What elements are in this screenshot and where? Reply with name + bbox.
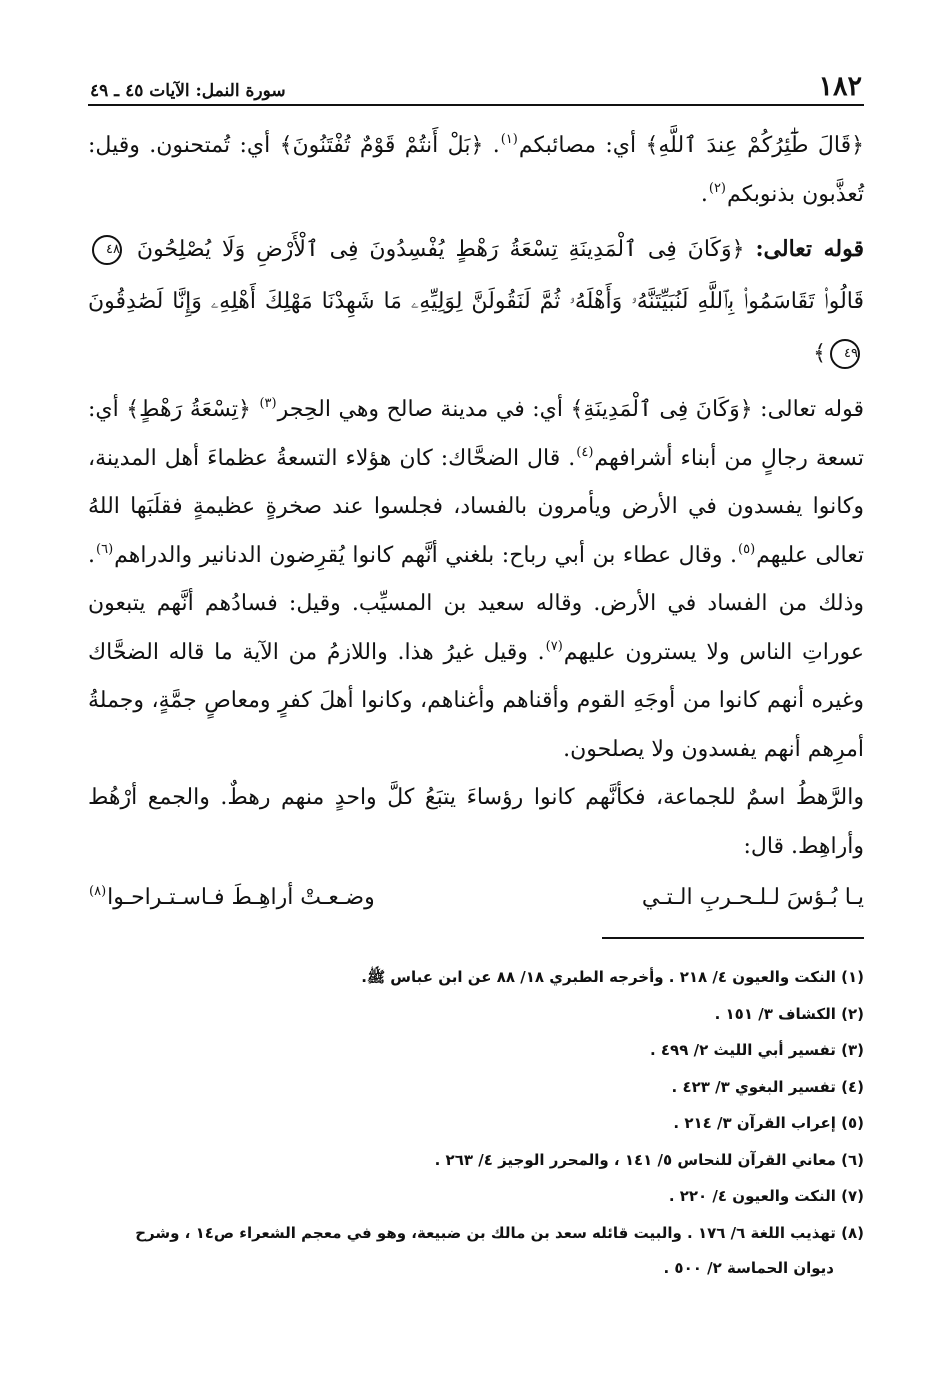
ayah-number-49: ٤٩ xyxy=(830,339,860,369)
footnote-7: (٧) النكت والعيون ٤/ ٢٢٠ . xyxy=(668,1187,864,1205)
poem-first-hemistich: يـا بُـؤسَ لـلـحـربِ الـتـي xyxy=(641,885,864,910)
text-segment: . ﴿بَلْ أَنتُمْ قَوْمٌ تُفْتَنُونَ﴾ أي: تُمتحنون. وقيل: تُعذَّبون بذنوبكم xyxy=(88,133,864,207)
ayah-number-48: ٤٨ xyxy=(92,235,122,265)
text-segment: . وقال عطاء بن أبي رباح: بلغني أنَّهم كانوا يُقرِضون الدنانير والدراهم xyxy=(114,542,737,568)
footnote-2: (٢) الكشاف ٣/ ١٥١ . xyxy=(714,1004,864,1023)
text-segment: . وذلك من الفساد في الأرض. وقاله سعيد بن المسيِّب. وقيل: فسادُهم أنَّهم يتبعون عوراتِ الناس ولا يسترون عليهم xyxy=(88,542,865,665)
footnote-8 xyxy=(88,1215,864,1286)
text-segment: والرَّهطُ اسمٌ للجماعة، فكأنَّهم كانوا رؤساءَ يتبَعُ كلَّ واحدٍ منهم رهطٌ. والجمع أرْهُط وأراهِط. قال: xyxy=(88,785,864,859)
footnote-3: (٣) تفسير أبي الليث ٢/ ٤٩٩ . xyxy=(649,1041,864,1059)
paragraph-2 xyxy=(88,386,864,774)
paragraph-3 xyxy=(88,774,864,871)
verse-paragraph xyxy=(88,223,864,380)
footnote-6: (٦) معاني القرآن للنحاس ٥/ ١٤١ ، والمحرر الوجيز ٤/ ٢٦٣ . xyxy=(434,1150,864,1169)
footnote-8-text: (٨) تهذيب اللغة ٦/ ١٧٦ . والبيت قائله سعد بن مالك بن ضبيعة، وهو في معجم الشعراء ص١٤ ، وشرح xyxy=(135,1223,864,1242)
poem-verse xyxy=(88,873,864,923)
page-number: ١٨٢ xyxy=(818,71,862,102)
text-segment: . قال الضحَّاك: كان هؤلاء التسعةُ عظماءَ أهل المدينة، وكانوا يفسدون في الأرض ويأمرون بالفساد، فجلسوا عند صخرةٍ عظيمةٍ فقلَبَها اللهُ تعالى عليهم xyxy=(88,445,864,568)
footnote-ref-6: (٦) xyxy=(96,541,114,557)
footnote-8-continuation: ديوان الحماسة ٢/ ٥٠٠ . xyxy=(663,1259,834,1277)
verse-lead: قوله تعالى: xyxy=(755,236,864,262)
poem-second-wrap xyxy=(88,873,375,923)
footnote-ref-8: (٨) xyxy=(89,884,107,899)
footnote-ref-2: (٢) xyxy=(708,180,726,196)
poem-second-hemistich: وضـعـتْ أراهِـطَ فـاسـتـراحـوا xyxy=(107,885,375,910)
footnotes xyxy=(88,959,864,1285)
text-segment: . xyxy=(700,181,708,207)
footnote-5: (٥) إعراب القرآن ٣/ ٢١٤ . xyxy=(673,1114,864,1132)
text-segment: ﴿تِسْعَةُ رَهْطٍ﴾ أي: تسعة رجالٍ من أبناء أشرافهم xyxy=(88,397,864,471)
footnote-separator xyxy=(602,937,864,939)
running-head: سورة النمل: الآيات ٤٥ ـ ٤٩ xyxy=(90,81,286,101)
page-header xyxy=(88,60,864,106)
footnote-1: (١) النكت والعيون ٤/ ٢١٨ . وأخرجه الطبري ١٨/ ٨٨ عن ابن عباس ﷺ. xyxy=(361,968,864,986)
verse-block xyxy=(88,223,864,380)
footnote-ref-3: (٣) xyxy=(259,396,277,411)
footnote-4: (٤) تفسير البغوي ٣/ ٤٢٣ . xyxy=(671,1077,864,1096)
footnote-ref-1: (١) xyxy=(500,132,518,147)
text-segment: قوله تعالى: ﴿وَكَانَ فِى ٱلْمَدِينَةِ﴾ أي: في مدينة صالح وهي الحِجر xyxy=(277,397,865,422)
footnote-ref-5: (٥) xyxy=(738,541,756,557)
text-segment: . وقيل غيرُ هذا. واللازمُ من الآية ما قاله الضحَّاك وغيره أنهم كانوا من أوجَهِ القوم وأقناهم وأغناهم، وكانوا أهلَ كفرٍ ومعاصٍ جمَّةٍ، وجملةُ أمرِهم أنهم يفسدون ولا يصلحون. xyxy=(88,639,864,762)
quran-verse: ﴿وَكَانَ فِى ٱلْمَدِينَةِ تِسْعَةُ رَهْطٍ يُفْسِدُونَ فِى ٱلْأَرْضِ وَلَا يُصْلِحُونَ xyxy=(136,237,745,262)
quran-verse: قَالُوا۟ تَقَاسَمُوا۟ بِٱللَّهِ لَنُبَيِّتَنَّهُۥ وَأَهْلَهُۥ ثُمَّ لَنَقُولَنَّ لِوَلِيِّهِۦ مَا شَهِدْنَا مَهْلِكَ أَهْلِهِۦ وَإِنَّا لَصَٰدِقُونَ xyxy=(88,289,864,314)
text-segment: ﴿قَالَ طَٰٓئِرُكُمْ عِندَ ٱللَّهِ﴾ أي: مصائبكم xyxy=(518,133,864,158)
main-text xyxy=(88,122,864,923)
verse-close-bracket: ﴾ xyxy=(813,341,826,366)
paragraph-1 xyxy=(88,122,864,219)
footnote-ref-7: (٧) xyxy=(545,638,563,654)
book-page xyxy=(88,60,864,1285)
footnote-ref-4: (٤) xyxy=(576,444,594,460)
